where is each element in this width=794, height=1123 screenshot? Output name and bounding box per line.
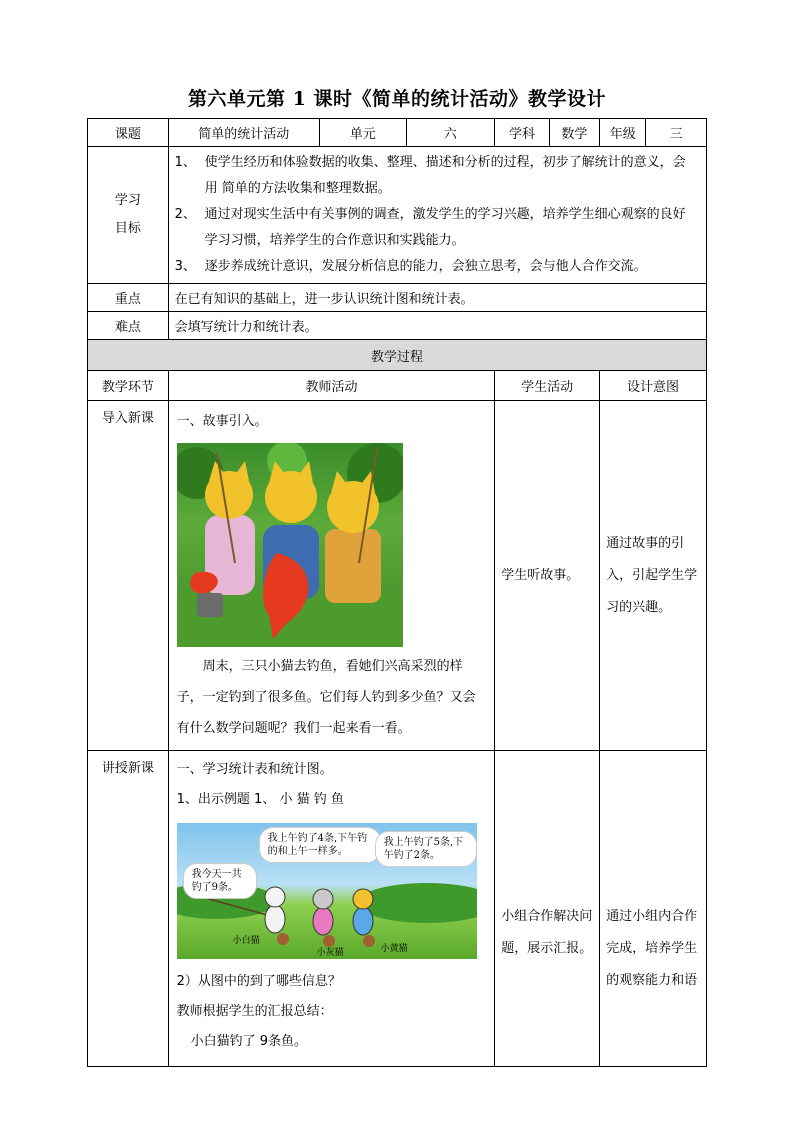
grade-label: 年级 xyxy=(600,119,646,147)
unit-value: 六 xyxy=(406,119,495,147)
lesson-row xyxy=(88,751,707,1067)
grade-value: 三 xyxy=(646,119,707,147)
col-student: 学生活动 xyxy=(495,371,600,401)
goal-item: 1、 使学生经历和体验数据的收集、整理、描述和分析的过程，初步了解统计的意义，会用 简单的方法收集和整理数据。 xyxy=(174,155,686,196)
kittens-fishing-image xyxy=(177,823,477,959)
subject-label: 课题 xyxy=(88,119,169,147)
cat-label: 小黄猫 xyxy=(380,944,408,954)
lesson-fact: 小白猫钓了 9条鱼。 xyxy=(190,1034,308,1049)
column-header-row xyxy=(88,371,707,401)
cat-label: 小灰猫 xyxy=(316,948,344,958)
lesson-example: 1、出示例题 1、 小 猫 钓 鱼 xyxy=(176,792,344,807)
process-band-row xyxy=(88,340,707,371)
lesson-summary: 教师根据学生的汇报总结： xyxy=(176,1004,333,1019)
subject-value: 简单的统计活动 xyxy=(168,119,319,147)
intro-heading: 一、故事引入。 xyxy=(176,414,268,429)
key-point-label: 重点 xyxy=(88,284,169,312)
speech-bubble: 我今天一共钓了9条。 xyxy=(183,863,257,899)
lesson-design: 通过小组内合作完成，培养学生的观察能力和语 xyxy=(600,751,707,1067)
cats-fishing-illustration xyxy=(177,443,403,647)
goal-item: 2、 通过对现实生活中有关事例的调查，激发学生的学习兴趣，培养学生细心观察的良好学习习惯，培养学生的合作意识和实践能力。 xyxy=(174,207,686,248)
goal-item: 3、 逐步养成统计意识，发展分析信息的能力，会独立思考，会与他人合作交流。 xyxy=(174,259,647,274)
lesson-heading: 一、学习统计表和统计图。 xyxy=(176,762,333,777)
lesson-stage: 讲授新课 xyxy=(88,751,169,1067)
lesson-teacher xyxy=(168,751,495,1067)
intro-teacher xyxy=(168,401,495,751)
intro-student: 学生听故事。 xyxy=(495,401,600,751)
goals-row xyxy=(88,147,707,284)
intro-stage: 导入新课 xyxy=(88,401,169,751)
cat-label: 小白猫 xyxy=(232,936,260,946)
speech-bubble: 我上午钓了4条,下午钓的和上午一样多。 xyxy=(259,827,381,863)
page-title: 第六单元第 1 课时《简单的统计活动》教学设计 xyxy=(188,88,606,110)
col-design: 设计意图 xyxy=(600,371,707,401)
process-title: 教学过程 xyxy=(88,340,707,371)
info-row xyxy=(88,119,707,147)
course-label: 学科 xyxy=(495,119,549,147)
col-teacher: 教师活动 xyxy=(168,371,495,401)
difficulty-label: 难点 xyxy=(88,312,169,340)
key-point-text: 在已有知识的基础上，进一步认识统计图和统计表。 xyxy=(168,284,706,312)
cats-fishing-image xyxy=(177,443,403,647)
goals-content xyxy=(168,147,706,284)
unit-label: 单元 xyxy=(319,119,406,147)
lesson-plan-table xyxy=(87,118,707,1067)
lesson-question: 2）从图中的到了哪些信息？ xyxy=(176,974,341,989)
lesson-student: 小组合作解决问题，展示汇报。 xyxy=(495,751,600,1067)
course-value: 数学 xyxy=(549,119,599,147)
intro-row xyxy=(88,401,707,751)
key-point-row xyxy=(88,284,707,312)
goals-label: 学习 目标 xyxy=(88,147,169,284)
difficulty-text: 会填写统计力和统计表。 xyxy=(168,312,706,340)
col-stage: 教学环节 xyxy=(88,371,169,401)
difficulty-row xyxy=(88,312,707,340)
speech-bubble: 我上午钓了5条,下午钓了2条。 xyxy=(375,831,477,867)
intro-paragraph: 周末，三只小猫去钓鱼，看她们兴高采烈的样子，一定钓到了很多鱼。它们每人钓到多少鱼？又会有什么数学问题呢？我们一起来看一看。 xyxy=(176,659,476,736)
intro-design: 通过故事的引入，引起学生学习的兴趣。 xyxy=(600,401,707,751)
